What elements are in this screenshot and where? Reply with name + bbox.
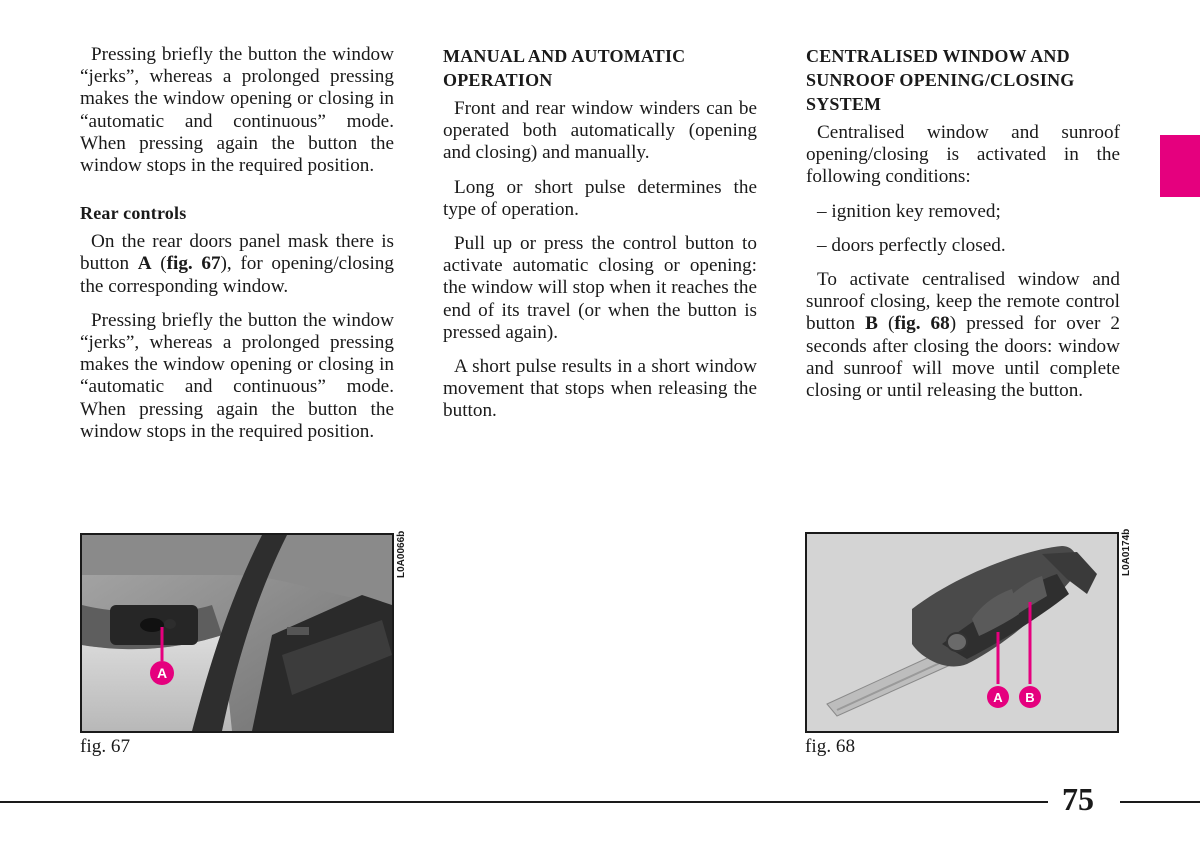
page-number: 75 bbox=[1062, 781, 1094, 817]
rear-controls-heading: Rear controls bbox=[80, 203, 187, 224]
column-1 bbox=[80, 44, 394, 455]
callout-label-a: A bbox=[993, 690, 1003, 705]
button-a-ref: A bbox=[137, 253, 152, 275]
fig-68-ref: fig. 68 bbox=[894, 313, 950, 335]
fig-68-callout bbox=[805, 532, 1119, 732]
section-tab-marker bbox=[1160, 135, 1200, 197]
column-2 bbox=[443, 44, 757, 435]
column-3 bbox=[806, 44, 1120, 414]
fig-67-caption: fig. 67 bbox=[80, 736, 131, 757]
fig-67-callout bbox=[80, 533, 394, 733]
callout-label-a: A bbox=[156, 665, 168, 681]
paragraph-remote-button: To activate centralised window and sunroof closing, keep the remote control button B (fig. 68) pressed for over 2 seconds after closing the doors: window and sunroof will move until complete closing or until releasing the button. bbox=[806, 269, 1120, 402]
paragraph: Pull up or press the control button to activate automatic closing or opening: the window will stop when it reaches the end of its travel (or when the button is pressed again). bbox=[443, 233, 757, 343]
footer-rule-left bbox=[0, 801, 1048, 803]
paragraph: A short pulse results in a short window movement that stops when releasing the button. bbox=[443, 356, 757, 422]
list-item: – doors perfectly closed. bbox=[817, 234, 1006, 256]
paragraph: Front and rear window winders can be operated both automatically (opening and closing) and manually. bbox=[443, 98, 757, 164]
manual-automatic-heading: MANUAL AND AUTOMATIC OPERATION bbox=[443, 46, 686, 90]
callout-label-b: B bbox=[1025, 690, 1035, 705]
fig-68-caption: fig. 68 bbox=[805, 736, 856, 757]
fig-67-ref: fig. 67 bbox=[166, 253, 221, 275]
button-b-ref: B bbox=[865, 313, 878, 335]
paragraph: Pressing briefly the button the window “jerks”, whereas a prolonged pressing makes the window opening or closing in “automatic and continuous” mode. When pressing again the button the window stops in the required position. bbox=[80, 309, 394, 442]
centralised-heading: CENTRALISED WINDOW AND SUNROOF OPENING/CLOSING SYSTEM bbox=[806, 46, 1075, 114]
paragraph: Pressing briefly the button the window “jerks”, whereas a prolonged pressing makes the window opening or closing in “automatic and continuous” mode. When pressing again the button the window stops in the required position. bbox=[80, 44, 394, 177]
paragraph: Centralised window and sunroof opening/closing is activated in the following conditions: bbox=[806, 122, 1120, 188]
footer-rule-right bbox=[1120, 801, 1200, 803]
fig-68-code: L0A0174b bbox=[1121, 528, 1132, 576]
list-item: – ignition key removed; bbox=[817, 200, 1001, 222]
paragraph-rear-button: On the rear doors panel mask there is button A (fig. 67), for opening/closing the corresponding window. bbox=[80, 231, 394, 297]
fig-67-code: L0A0066b bbox=[396, 530, 407, 578]
paragraph: Long or short pulse determines the type of operation. bbox=[443, 176, 757, 220]
